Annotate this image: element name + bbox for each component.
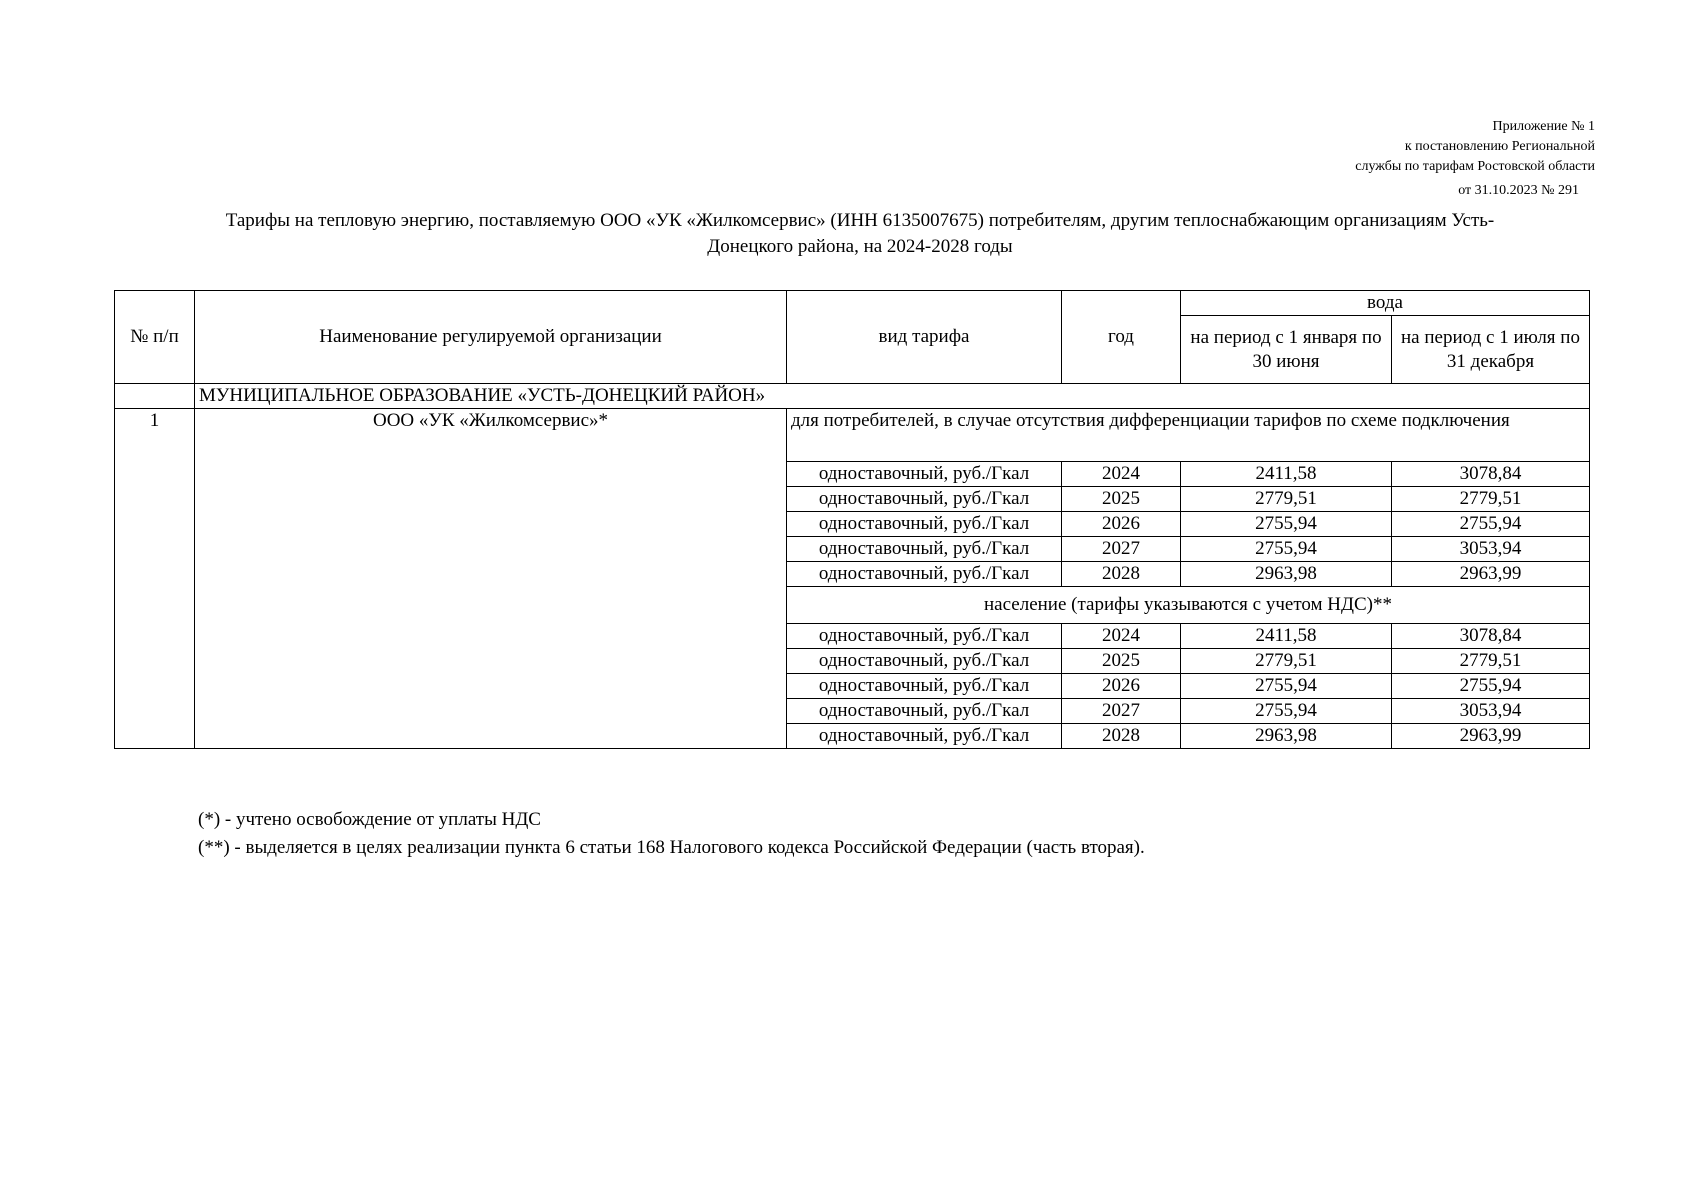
tariff-period-1: 2755,94 (1181, 674, 1392, 699)
tariff-year: 2026 (1062, 674, 1181, 699)
tariff-type: одноставочный, руб./Гкал (787, 562, 1062, 587)
header-org: Наименование регулируемой организации (195, 291, 787, 384)
footnote-1: (*) - учтено освобождение от уплаты НДС (198, 809, 541, 830)
municipality-name: МУНИЦИПАЛЬНОЕ ОБРАЗОВАНИЕ «УСТЬ-ДОНЕЦКИЙ РАЙОН» (195, 384, 1590, 409)
municipality-num-cell (115, 384, 195, 409)
tariff-type: одноставочный, руб./Гкал (787, 624, 1062, 649)
document-title-line-2: Донецкого района, на 2024-2028 годы (707, 236, 1013, 257)
tariff-type: одноставочный, руб./Гкал (787, 674, 1062, 699)
tariff-period-2: 3053,94 (1392, 699, 1590, 724)
header-period-1: на период с 1 января по 30 июня (1181, 316, 1392, 384)
tariff-type: одноставочный, руб./Гкал (787, 649, 1062, 674)
tariff-year: 2025 (1062, 487, 1181, 512)
appendix-line-3: службы по тарифам Ростовской области (1355, 159, 1595, 174)
footnote-2: (**) - выделяется в целях реализации пункта 6 статьи 168 Налогового кодекса Российской Федерации (часть вторая). (198, 837, 1145, 858)
appendix-date: от 31.10.2023 № 291 (1458, 183, 1579, 198)
header-num: № п/п (115, 291, 195, 384)
appendix-block (1355, 117, 1595, 201)
tariff-period-2: 3078,84 (1392, 462, 1590, 487)
tariff-period-1: 2411,58 (1181, 624, 1392, 649)
tariff-period-1: 2755,94 (1181, 537, 1392, 562)
section-consumers-title: для потребителей, в случае отсутствия дифференциации тарифов по схеме подключения (787, 409, 1590, 462)
header-water: вода (1181, 291, 1590, 316)
document-title (120, 208, 1600, 260)
section-consumers-row (115, 409, 1590, 462)
header-type: вид тарифа (787, 291, 1062, 384)
header-row-top (115, 291, 1590, 316)
tariff-type: одноставочный, руб./Гкал (787, 487, 1062, 512)
tariff-type: одноставочный, руб./Гкал (787, 699, 1062, 724)
entry-num: 1 (115, 409, 195, 749)
tariff-type: одноставочный, руб./Гкал (787, 724, 1062, 749)
tariff-period-1: 2963,98 (1181, 724, 1392, 749)
footnotes (198, 806, 1145, 862)
section-population-title: население (тарифы указываются с учетом НДС)** (787, 587, 1590, 624)
appendix-line-2: к постановлению Региональной (1404, 139, 1595, 154)
tariff-period-2: 2755,94 (1392, 674, 1590, 699)
tariff-year: 2027 (1062, 699, 1181, 724)
tariff-year: 2024 (1062, 624, 1181, 649)
municipality-row (115, 384, 1590, 409)
tariff-period-1: 2963,98 (1181, 562, 1392, 587)
header-period-2: на период с 1 июля по 31 декабря (1392, 316, 1590, 384)
tariff-period-2: 2779,51 (1392, 487, 1590, 512)
entry-org: ООО «УК «Жилкомсервис»* (195, 409, 787, 749)
tariff-type: одноставочный, руб./Гкал (787, 537, 1062, 562)
tariffs-table (114, 290, 1590, 749)
appendix-line-1: Приложение № 1 (1492, 119, 1595, 134)
tariff-year: 2027 (1062, 537, 1181, 562)
header-year: год (1062, 291, 1181, 384)
tariff-year: 2026 (1062, 512, 1181, 537)
tariff-type: одноставочный, руб./Гкал (787, 462, 1062, 487)
tariff-type: одноставочный, руб./Гкал (787, 512, 1062, 537)
tariff-period-1: 2755,94 (1181, 512, 1392, 537)
tariff-period-2: 2779,51 (1392, 649, 1590, 674)
tariff-period-2: 2755,94 (1392, 512, 1590, 537)
tariff-period-1: 2755,94 (1181, 699, 1392, 724)
tariff-period-2: 2963,99 (1392, 724, 1590, 749)
tariff-year: 2024 (1062, 462, 1181, 487)
tariff-year: 2028 (1062, 724, 1181, 749)
tariff-period-2: 2963,99 (1392, 562, 1590, 587)
tariff-period-1: 2411,58 (1181, 462, 1392, 487)
tariff-period-2: 3053,94 (1392, 537, 1590, 562)
tariff-period-1: 2779,51 (1181, 649, 1392, 674)
tariff-period-1: 2779,51 (1181, 487, 1392, 512)
tariff-year: 2028 (1062, 562, 1181, 587)
tariff-period-2: 3078,84 (1392, 624, 1590, 649)
document-title-line-1: Тарифы на тепловую энергию, поставляемую ООО «УК «Жилкомсервис» (ИНН 6135007675) потребителям, другим теплоснабжающим организациям Усть- (225, 210, 1495, 231)
tariff-year: 2025 (1062, 649, 1181, 674)
